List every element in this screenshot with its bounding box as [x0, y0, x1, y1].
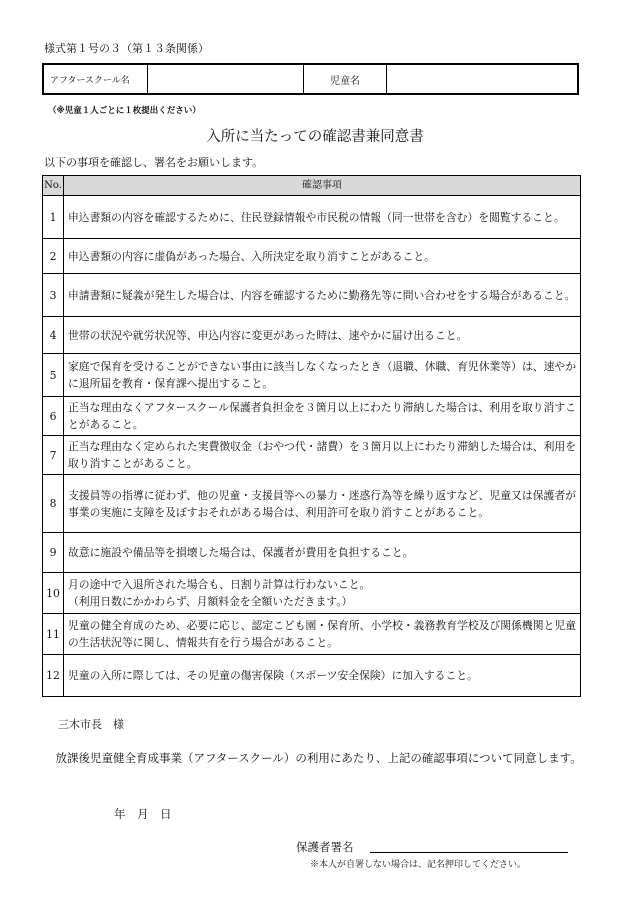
- row-number: 2: [43, 239, 64, 274]
- row-number: 12: [43, 655, 64, 697]
- row-text: 児童の健全育成のため、必要に応じ、認定こども園・保育所、小学校・義務教育学校及び関係機関と児童の生活状況等に関し、情報共有を行う場合があること。: [64, 614, 581, 655]
- confirmation-table: [42, 175, 581, 697]
- column-header-no: No.: [43, 176, 64, 196]
- intro-text: 以下の事項を確認し、署名をお願いします。: [44, 156, 264, 169]
- table-row: [43, 317, 581, 354]
- table-row: [43, 397, 581, 436]
- table-row: [43, 436, 581, 475]
- row-text: 申請書類に疑義が発生した場合は、内容を確認するために勤務先等に問い合わせをする場合があること。: [64, 274, 581, 317]
- child-name-label: 児童名: [304, 65, 387, 93]
- row-text: 故意に施設や備品等を損壊した場合は、保護者が費用を負担すること。: [64, 533, 581, 573]
- table-row: [43, 533, 581, 573]
- consent-statement: 放課後児童健全育成事業（アフタースクール）の利用にあたり、上記の確認事項について同意します。: [55, 751, 582, 765]
- table-row: [43, 655, 581, 697]
- row-number: 9: [43, 533, 64, 573]
- row-number: 6: [43, 397, 64, 436]
- date-line[interactable]: 年 月 日: [114, 807, 172, 821]
- row-number: 7: [43, 436, 64, 475]
- table-row: [43, 573, 581, 614]
- signature-note: ※本人が自署しない場合は、記名押印してください。: [310, 860, 527, 870]
- row-text: 児童の入所に際しては、その児童の傷害保険（スポーツ安全保険）に加入すること。: [64, 655, 581, 697]
- table-row: [43, 354, 581, 397]
- table-row: [43, 614, 581, 655]
- header-table: [42, 63, 579, 95]
- submission-notice: （※児童１人ごとに１枚提出ください）: [48, 106, 201, 116]
- child-name-field[interactable]: [387, 65, 577, 93]
- column-header-item: 確認事項: [64, 176, 581, 196]
- row-text: 正当な理由なく定められた実費徴収金（おやつ代・諸費）を３箇月以上にわたり滞納した場合は、利用を取り消すことがあること。: [64, 436, 581, 475]
- document-title: 入所に当たっての確認書兼同意書: [206, 129, 424, 145]
- addressee: 三木市長 様: [58, 718, 124, 731]
- row-number: 10: [43, 573, 64, 614]
- row-text: 申込書類の内容を確認するために、住民登録情報や市民税の情報（同一世帯を含む）を閲覧すること。: [64, 196, 581, 239]
- row-number: 1: [43, 196, 64, 239]
- after-school-label: アフタースクール名: [44, 65, 148, 93]
- after-school-field[interactable]: [148, 65, 304, 93]
- form-number: 様式第１号の３（第１３条関係）: [44, 42, 209, 55]
- row-text: 月の途中で入退所された場合も、日割り計算は行わないこと。: [68, 578, 371, 591]
- table-row: [43, 274, 581, 317]
- table-row: [43, 196, 581, 239]
- signature-field[interactable]: [370, 852, 568, 853]
- signature-label: 保護者署名: [296, 840, 354, 854]
- row-number: 8: [43, 475, 64, 533]
- table-header-row: [43, 176, 581, 196]
- table-row: [43, 239, 581, 274]
- row-number: 4: [43, 317, 64, 354]
- table-row: [43, 475, 581, 533]
- row-number: 5: [43, 354, 64, 397]
- row-number: 11: [43, 614, 64, 655]
- row-text-multi: [64, 573, 581, 614]
- row-text: 申込書類の内容に虚偽があった場合、入所決定を取り消すことがあること。: [64, 239, 581, 274]
- row-text: 正当な理由なくアフタースクール保護者負担金を３箇月以上にわたり滞納した場合は、利用を取り消すことがあること。: [64, 397, 581, 436]
- row-subtext: （利用日数にかかわらず、月額料金を全額いただきます。）: [68, 595, 353, 608]
- row-text: 家庭で保育を受けることができない事由に該当しなくなったとき（退職、休職、育児休業等）は、速やかに退所届を教育・保育課へ提出すること。: [64, 354, 581, 397]
- row-text: 世帯の状況や就労状況等、申込内容に変更があった時は、速やかに届け出ること。: [64, 317, 581, 354]
- row-text: 支援員等の指導に従わず、他の児童・支援員等への暴力・迷惑行為等を繰り返すなど、児童又は保護者が事業の実施に支障を及ぼすおそれがある場合は、利用許可を取り消すことがあること。: [64, 475, 581, 533]
- row-number: 3: [43, 274, 64, 317]
